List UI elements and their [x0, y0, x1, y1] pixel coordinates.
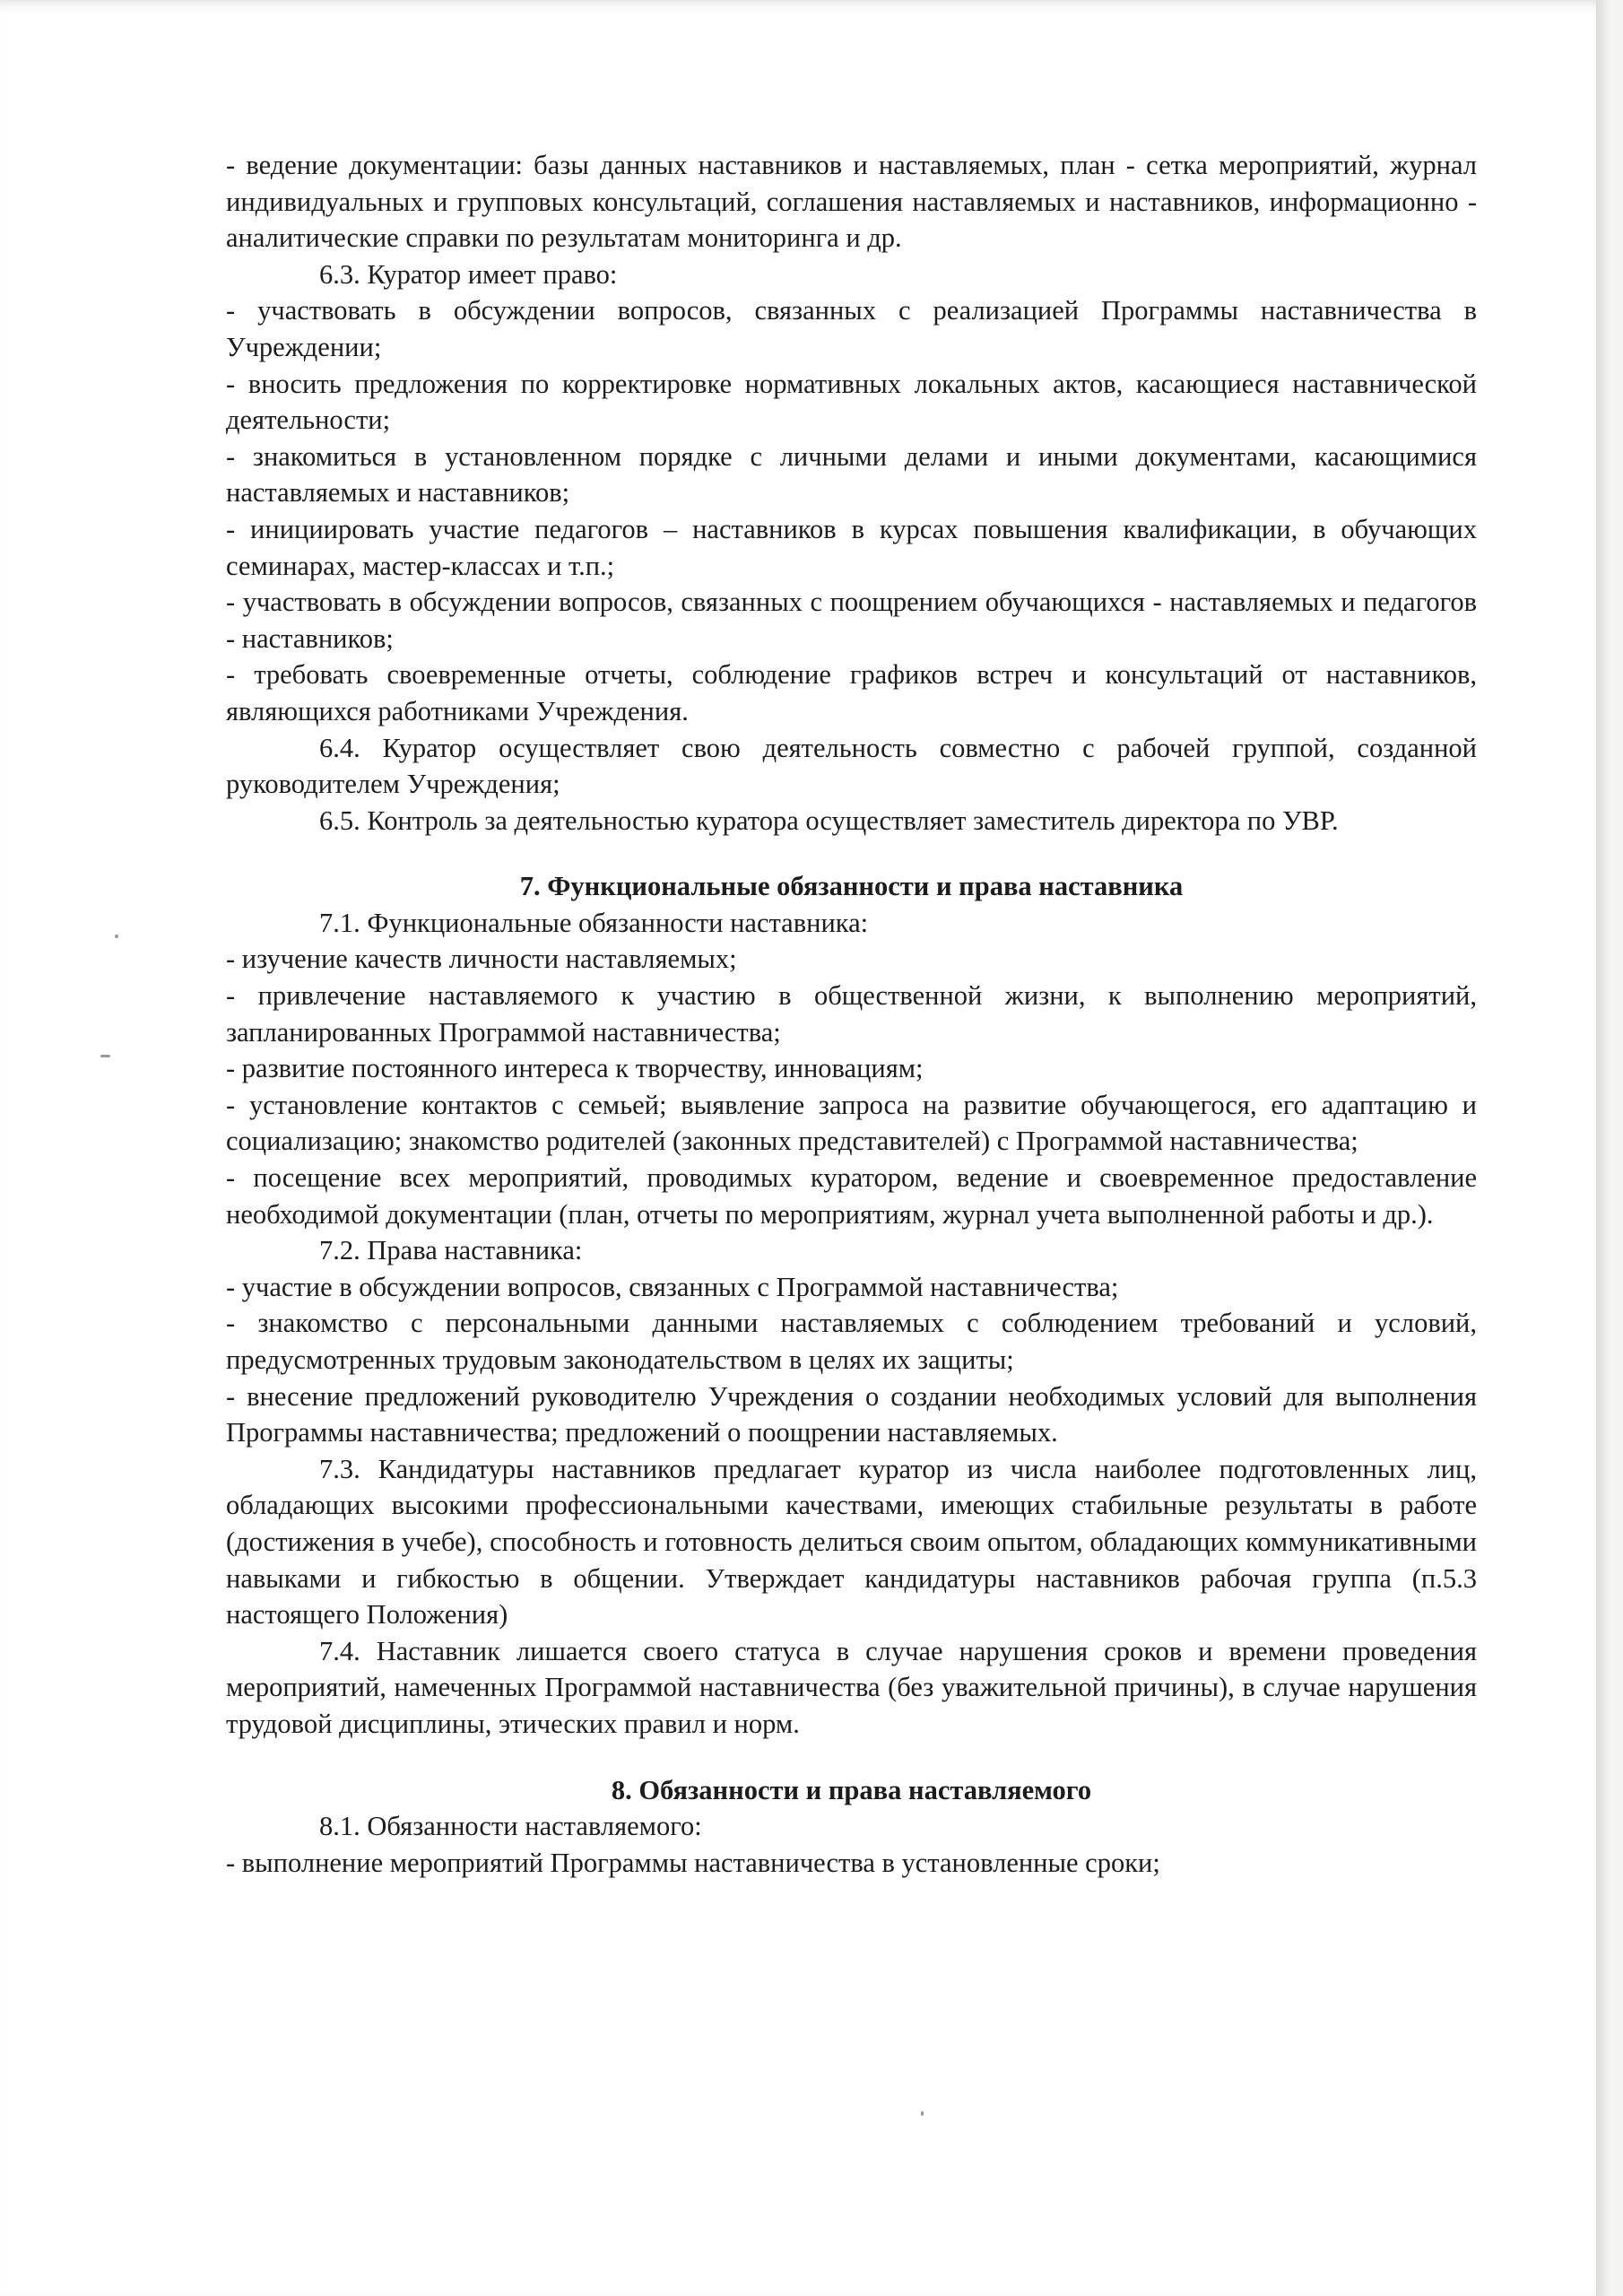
list-item: - выполнение мероприятий Программы наставничества в установленные сроки;	[226, 1847, 1160, 1878]
list-item-documentation: - ведение документации: базы данных наставников и наставляемых, план - сетка мероприятий, журнал индивидуальных и групповых консультаций, соглашения наставляемых и наставников, информационно - аналитические справки по результатам мониторинга и др.	[226, 150, 1477, 254]
clause-7-3: 7.3. Кандидатуры наставников предлагает куратор из числа наиболее подготовленных лиц, обладающих высокими профессиональными качествами, имеющих стабильные результаты в работе (достижения в учебе), способность и готовность делиться своим опытом, обладающих коммуникативными навыками и гибкостью в общении. Утверждает кандидатуры наставников рабочая группа (п.5.3 настоящего Положения)	[226, 1453, 1477, 1631]
section-gap	[226, 839, 1477, 868]
clause-6-5: 6.5. Контроль за деятельностью куратора осуществляет заместитель директора по УВР.	[319, 804, 1339, 836]
list-item: - развитие постоянного интереса к творчеству, инновациям;	[226, 1053, 924, 1084]
list-item: - внесение предложений руководителю Учреждения о создании необходимых условий для выполнения Программы наставничества; предложений о поощрении наставляемых.	[226, 1380, 1477, 1448]
section-8-heading: 8. Обязанности и права наставляемого	[611, 1774, 1092, 1805]
list-item: - знакомство с персональными данными наставляемых с соблюдением требований и условий, предусмотренных трудовым законодательством в целях их защиты;	[226, 1308, 1477, 1375]
clause-7-2: 7.2. Права наставника:	[319, 1235, 583, 1266]
list-item: - изучение качеств личности наставляемых;	[226, 944, 737, 975]
list-item: - установление контактов с семьей; выявление запроса на развитие обучающегося, его адаптацию и социализацию; знакомство родителей (законных представителей) с Программой наставничества;	[226, 1089, 1477, 1157]
list-item: - участвовать в обсуждении вопросов, связанных с реализацией Программы наставничества в Учреждении;	[226, 295, 1477, 362]
scan-speck	[115, 935, 118, 938]
list-item: - вносить предложения по корректировке нормативных локальных актов, касающиеся наставнической деятельности;	[226, 368, 1477, 436]
clause-6-3: 6.3. Куратор имеет право:	[319, 258, 618, 290]
clause-8-1: 8.1. Обязанности наставляемого:	[319, 1811, 702, 1842]
clause-7-4: 7.4. Наставник лишается своего статуса в случае нарушения сроков и времени проведения мероприятий, намеченных Программой наставничества (без уважительной причины), в случае нарушения трудовой дисциплины, этических правил и норм.	[226, 1635, 1477, 1739]
section-7-heading: 7. Функциональные обязанности и права наставника	[519, 871, 1184, 902]
list-item: - посещение всех мероприятий, проводимых куратором, ведение и своевременное предоставление необходимой документации (план, отчеты по мероприятиям, журнал учета выполненной работы и др.).	[226, 1162, 1477, 1230]
scan-speck	[921, 2111, 924, 2116]
page-edge-shadow	[1596, 0, 1610, 2296]
list-item: - привлечение наставляемого к участию в общественной жизни, к выполнению мероприятий, запланированных Программой наставничества;	[226, 980, 1477, 1048]
scan-speck	[100, 1055, 110, 1057]
list-item: - участвовать в обсуждении вопросов, связанных с поощрением обучающихся - наставляемых и педагогов - наставников;	[226, 587, 1477, 654]
list-item: - участие в обсуждении вопросов, связанных с Программой наставничества;	[226, 1271, 1119, 1302]
list-item: - требовать своевременные отчеты, соблюдение графиков встреч и консультаций от наставников, являющихся работниками Учреждения.	[226, 659, 1477, 726]
document-body	[226, 147, 1477, 1881]
clause-6-4: 6.4. Куратор осуществляет свою деятельность совместно с рабочей группой, созданной руководителем Учреждения;	[226, 732, 1477, 800]
clause-7-1: 7.1. Функциональные обязанности наставника:	[319, 907, 869, 938]
list-item: - инициировать участие педагогов – наставников в курсах повышения квалификации, в обучающих семинарах, мастер-классах и т.п.;	[226, 513, 1477, 581]
list-item: - знакомиться в установленном порядке с личными делами и иными документами, касающимися наставляемых и наставников;	[226, 440, 1477, 509]
section-gap	[226, 1743, 1477, 1772]
